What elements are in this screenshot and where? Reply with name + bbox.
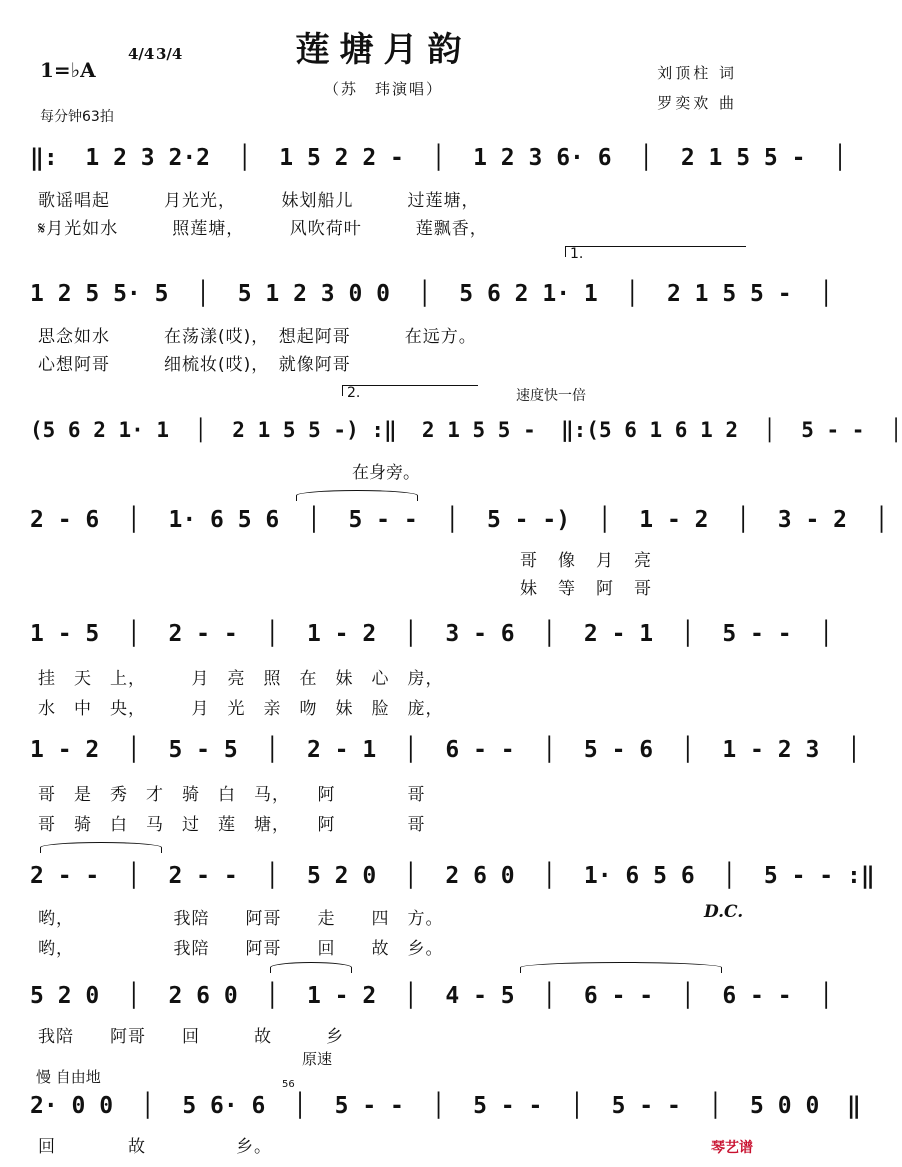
- volta-1-label: 1.: [570, 246, 584, 262]
- notation-line-8: [0, 976, 834, 1016]
- watermark-logo: 琴艺谱: [711, 1140, 753, 1156]
- tie-mark: [296, 490, 418, 501]
- notation-line-9: [0, 1086, 861, 1126]
- notation-text: ‖: 1 2 3 2·2 │ 1 5 2 2 - │ 1 2 3 6· 6 │ 2 1 5 5 - │: [30, 145, 847, 171]
- composer-credit: 罗奕欢 曲: [657, 94, 737, 112]
- lyric-line: 挂 天 上， 月 亮 照 在 妹 心 房，: [38, 669, 444, 689]
- tie-mark: [520, 962, 722, 973]
- tempo-marking-original: 原速: [302, 1050, 333, 1068]
- tempo-marking: 每分钟63拍: [40, 109, 114, 125]
- lyric-line: 回 故 乡。: [38, 1137, 272, 1157]
- tempo-change-faster: 速度快一倍: [516, 388, 586, 404]
- notation-text: 2· 0 0 │ 5 6· 6 │ 5 - - │ 5 - - │ 5 - - │ 5 0 0 ‖: [30, 1093, 861, 1119]
- time-signature-value: 3/4: [156, 45, 183, 63]
- key-signature: 1=♭A: [40, 58, 96, 82]
- lyric-line: 哥 像 月 亮: [520, 551, 653, 571]
- time-signature-1: [128, 46, 154, 63]
- tempo-marking-slow: 慢 自由地: [36, 1068, 101, 1086]
- volta-2-bracket: [342, 385, 478, 396]
- notation-text: (5 6 2 1· 1 │ 2 1 5 5 -) :‖ 2 1 5 5 - ‖:(5 6 1 6 1 2 │ 5 - - │: [30, 418, 902, 442]
- lyric-line: 哟， 我陪 阿哥 走 四 方。: [38, 909, 444, 929]
- lyric-line: 我陪 阿哥 回 故 乡: [38, 1027, 344, 1047]
- notation-line-6: [0, 730, 861, 770]
- singer-credit: （苏 玮演唱）: [323, 80, 443, 98]
- lyric-line: 歌谣唱起 月光光， 妹划船儿 过莲塘，: [38, 191, 480, 211]
- notation-text: 1 - 2 │ 5 - 5 │ 2 - 1 │ 6 - - │ 5 - 6 │ 1 - 2 3 │: [30, 737, 861, 763]
- song-title: 莲塘月韵: [295, 30, 472, 70]
- volta-1-bracket: [565, 246, 746, 257]
- tie-mark: [40, 842, 162, 853]
- notation-text: 1 - 5 │ 2 - - │ 1 - 2 │ 3 - 6 │ 2 - 1 │ 5 - - │: [30, 621, 834, 647]
- lyric-line: 𝄋月光如水 照莲塘， 风吹荷叶 莲飘香，: [38, 219, 488, 239]
- grace-notes: 56: [282, 1079, 295, 1090]
- notation-text: 2 - 6 │ 1· 6 5 6 │ 5 - - │ 5 - -) │ 1 - 2 │ 3 - 2 │: [30, 507, 889, 533]
- lyric-line: 在身旁。: [352, 463, 420, 483]
- lyric-line: 妹 等 阿 哥: [520, 579, 653, 599]
- notation-text: 1 2 5 5· 5 │ 5 1 2 3 0 0 │ 5 6 2 1· 1 │ 2 1 5 5 - │: [30, 281, 834, 307]
- slur-mark: [270, 962, 352, 973]
- notation-line-4: [0, 500, 889, 540]
- notation-text: 2 - - │ 2 - - │ 5 2 0 │ 2 6 0 │ 1· 6 5 6 │ 5 - - :‖: [30, 863, 875, 889]
- lyricist-credit: 刘顶柱 词: [657, 64, 737, 82]
- notation-line-5: [0, 614, 834, 654]
- lyric-line: 水 中 央， 月 光 亲 吻 妹 脸 庞，: [38, 699, 444, 719]
- notation-text: 5 2 0 │ 2 6 0 │ 1 - 2 │ 4 - 5 │ 6 - - │ 6 - - │: [30, 983, 834, 1009]
- notation-line-3: [0, 410, 902, 450]
- lyric-line: 哥 骑 白 马 过 莲 塘， 阿 哥: [38, 815, 426, 835]
- notation-line-1: [0, 138, 847, 178]
- lyric-line: 哟， 我陪 阿哥 回 故 乡。: [38, 939, 444, 959]
- notation-line-7: [0, 856, 875, 896]
- da-capo-mark: D.C.: [704, 902, 744, 922]
- notation-line-2: [0, 274, 834, 314]
- lyric-line: 思念如水 在荡漾(哎)， 想起阿哥 在远方。: [38, 327, 477, 347]
- lyric-line: 哥 是 秀 才 骑 白 马， 阿 哥: [38, 785, 426, 805]
- time-signature-value: 4/4: [128, 45, 155, 63]
- volta-2-label: 2.: [347, 385, 361, 401]
- lyric-line: 心想阿哥 细梳妆(哎)， 就像阿哥: [38, 355, 351, 375]
- time-signature-2: [156, 46, 182, 63]
